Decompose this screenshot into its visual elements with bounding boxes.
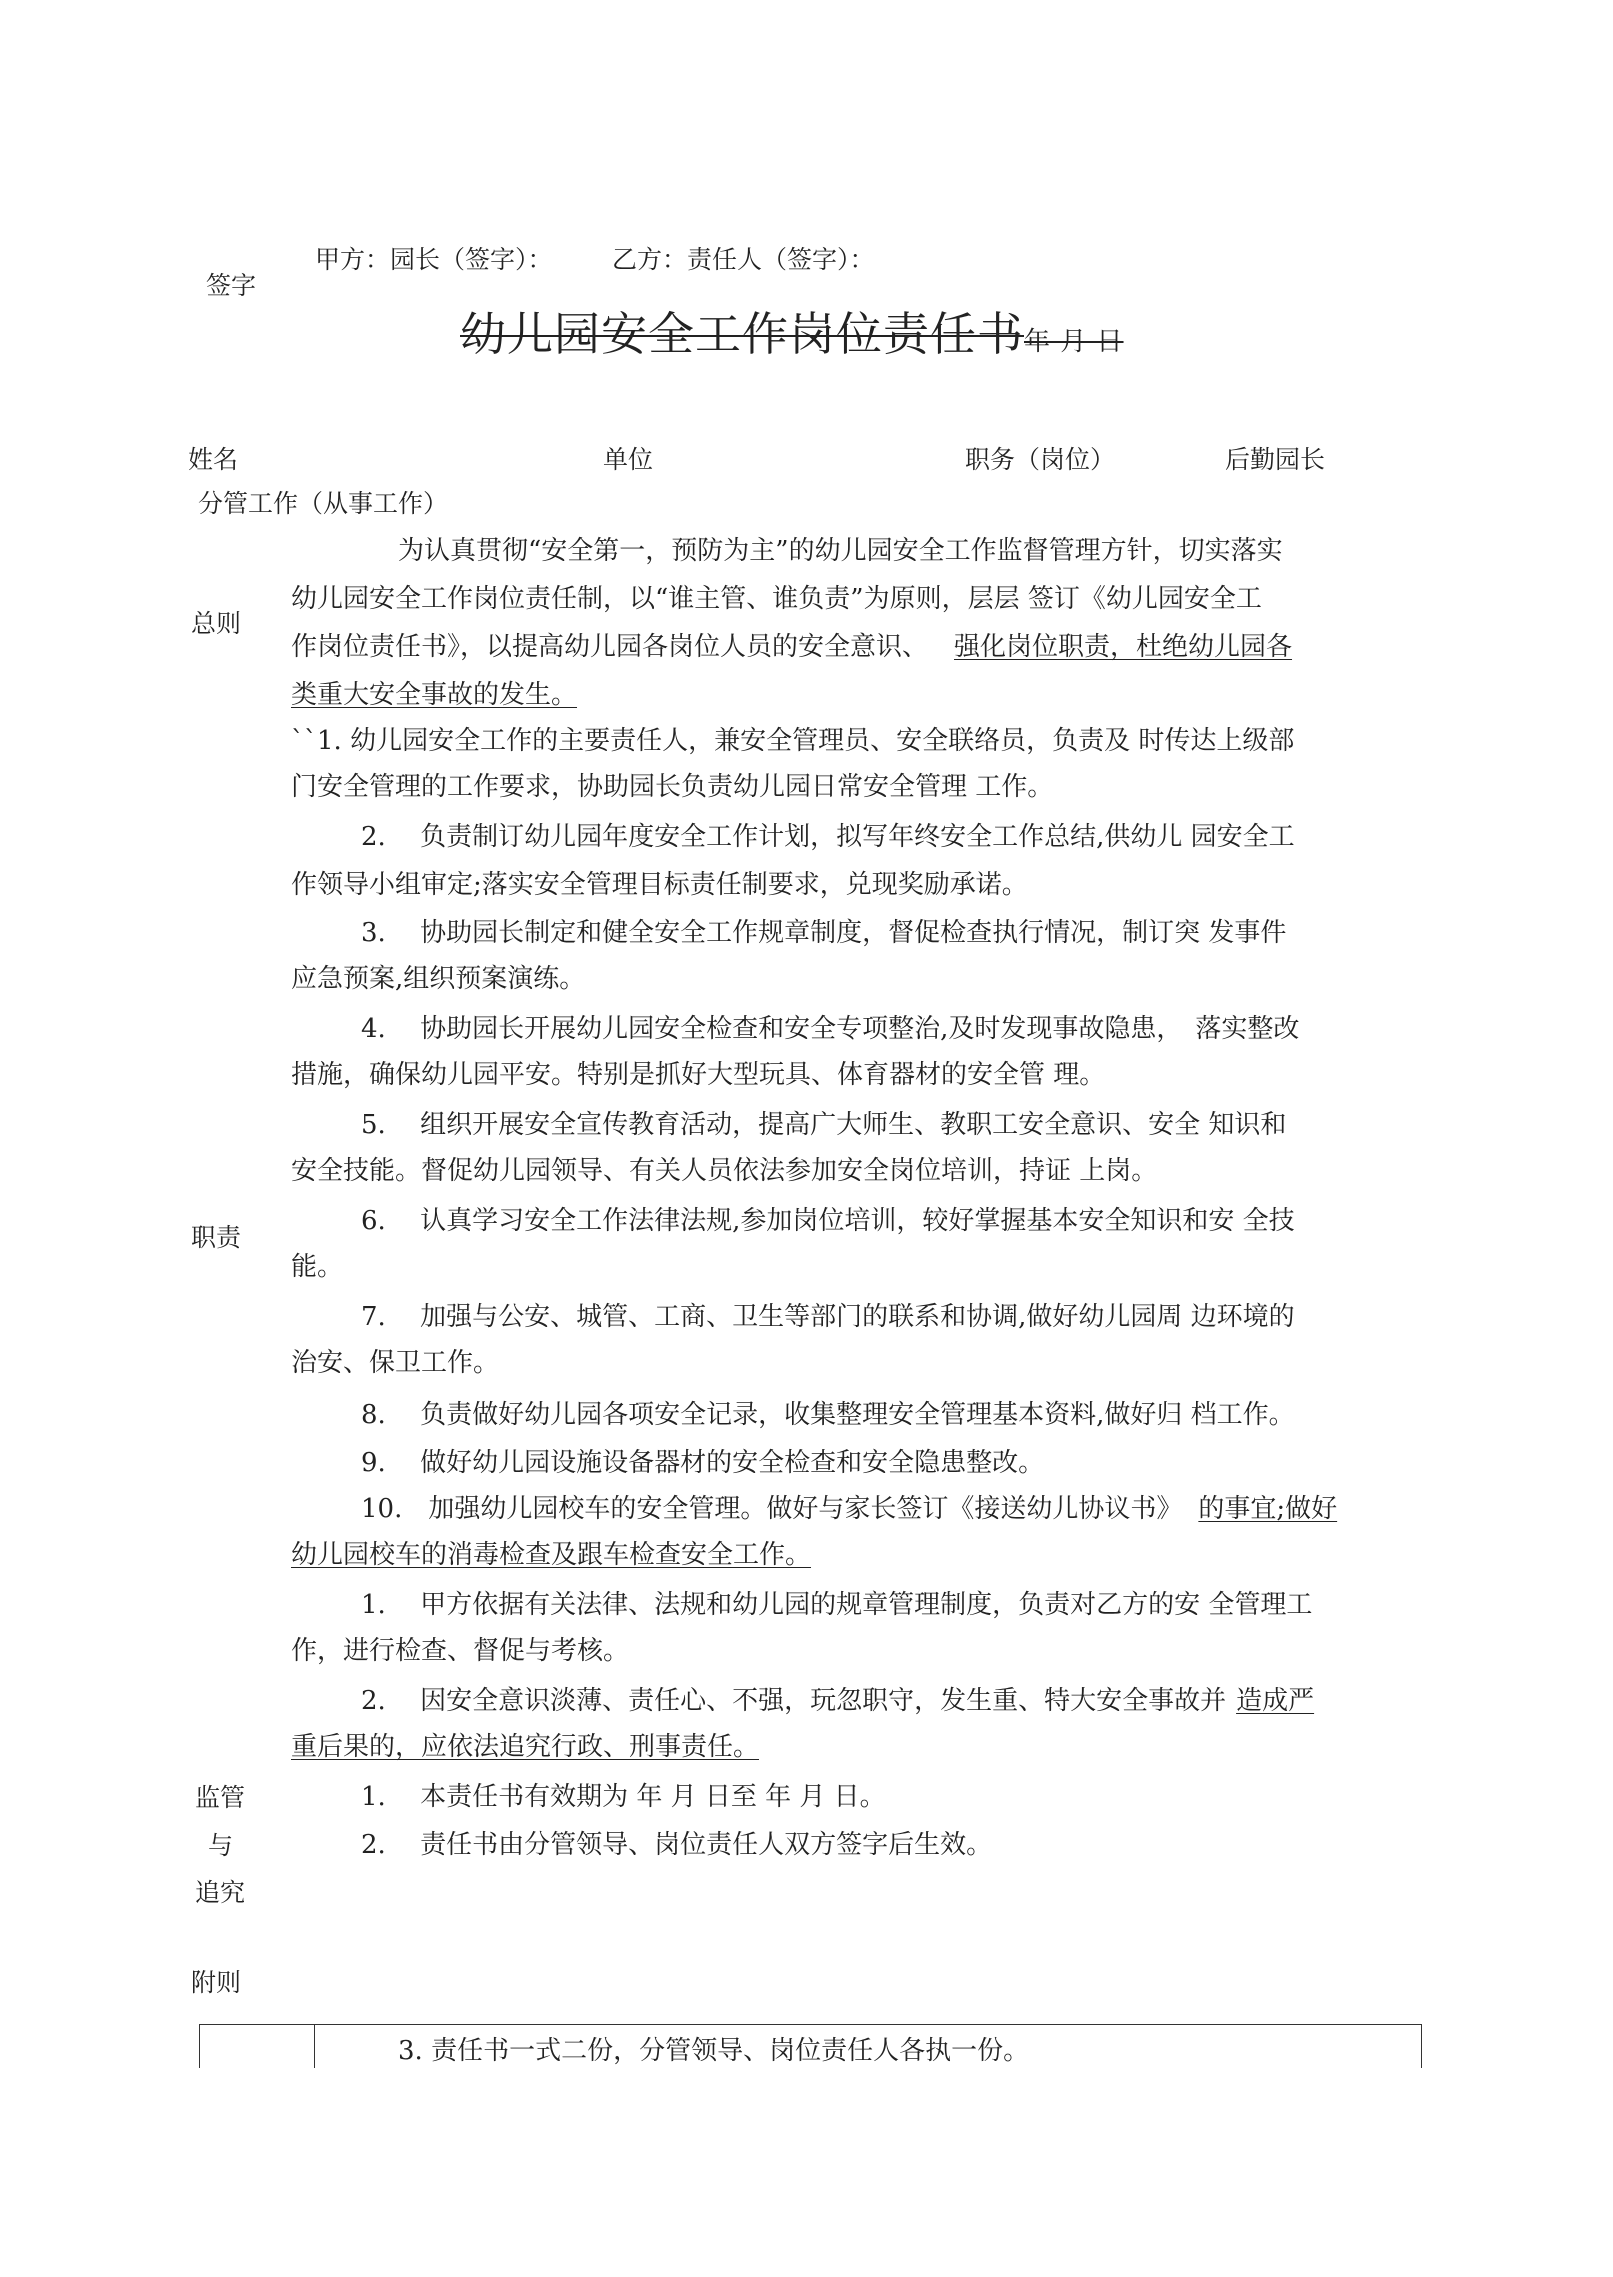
sign-label: 签字 bbox=[206, 271, 257, 300]
duty-2-line-1: 2. 负责制订幼儿园年度安全工作计划，拟写年终安全工作总结,供幼儿 园安全工 bbox=[361, 822, 1295, 852]
supervision-2-line-1 bbox=[361, 1680, 1314, 1717]
duty-7-line-1: 7. 加强与公安、城管、工商、卫生等部门的联系和协调,做好幼儿园周 边环境的 bbox=[361, 1302, 1295, 1332]
general-line-1: 为认真贯彻“安全第一，预防为主”的幼儿园安全工作监督管理方针，切实落实 bbox=[398, 536, 1283, 566]
section-label-supervise-1: 监管 bbox=[195, 1783, 246, 1812]
section-label-general: 总则 bbox=[191, 609, 242, 638]
duty-6-line-2: 能。 bbox=[291, 1252, 344, 1282]
duty-7-line-2: 治安、保卫工作。 bbox=[291, 1348, 500, 1378]
managed-work-label: 分管工作（从事工作） bbox=[198, 489, 449, 518]
appendix-item-3: 3. 责任书一式二份，分管领导、岗位责任人各执一份。 bbox=[398, 2036, 1030, 2066]
supervision-1-line-1: 1. 甲方依据有关法律、法规和幼儿园的规章管理制度，负责对乙方的安 全管理工 bbox=[361, 1590, 1313, 1620]
general-line-2: 幼儿园安全工作岗位责任制，以“谁主管、谁负责”为原则，层层 签订《幼儿园安全工 bbox=[291, 584, 1262, 614]
duty-4-line-1: 4. 协助园长开展幼儿园安全检查和安全专项整治,及时发现事故隐患， 落实整改 bbox=[361, 1014, 1300, 1044]
duty-10-line-1-plain: 10. 加强幼儿园校车的安全管理。做好与家长签订《接送幼儿协议书》 bbox=[361, 1494, 1183, 1524]
document-title bbox=[460, 298, 1124, 364]
section-label-supervise-3: 追究 bbox=[195, 1878, 246, 1907]
general-line-4: 类重大安全事故的发生。 bbox=[291, 680, 578, 710]
general-line-3 bbox=[291, 626, 1292, 663]
unit-label: 单位 bbox=[603, 445, 654, 474]
supervision-1-line-2: 作，进行检查、督促与考核。 bbox=[291, 1636, 630, 1666]
position-label: 职务（岗位） bbox=[965, 445, 1116, 474]
duty-2-line-2: 作领导小组审定;落实安全管理目标责任制要求，兑现奖励承诺。 bbox=[291, 870, 1028, 900]
duty-9-line-1: 9. 做好幼儿园设施设备器材的安全检查和安全隐患整改。 bbox=[361, 1448, 1045, 1478]
party-b-signature: 乙方：责任人（签字）： bbox=[612, 245, 875, 274]
supervision-2-line-1-underlined: 造成严 bbox=[1236, 1686, 1315, 1716]
section-label-supervise-2: 与 bbox=[208, 1831, 234, 1860]
name-label: 姓名 bbox=[188, 445, 239, 474]
section-label-duties: 职责 bbox=[191, 1223, 242, 1252]
duty-1-line-2: 门安全管理的工作要求，协助园长负责幼儿园日常安全管理 工作。 bbox=[291, 772, 1054, 802]
general-line-3-plain: 作岗位责任书》，以提高幼儿园各岗位人员的安全意识、 bbox=[291, 632, 929, 662]
position-value: 后勤园长 bbox=[1225, 445, 1326, 474]
section-label-appendix: 附则 bbox=[191, 1968, 242, 1997]
title-date: 年 月 日 bbox=[1024, 327, 1124, 357]
duty-5-line-1: 5. 组织开展安全宣传教育活动，提高广大师生、教职工安全意识、安全 知识和 bbox=[361, 1110, 1287, 1140]
duty-4-line-2: 措施，确保幼儿园平安。特别是抓好大型玩具、体育器材的安全管 理。 bbox=[291, 1060, 1106, 1090]
appendix-item-2: 2. 责任书由分管领导、岗位责任人双方签字后生效。 bbox=[361, 1830, 993, 1860]
appendix-item-1: 1. 本责任书有效期为 年 月 日至 年 月 日。 bbox=[361, 1782, 886, 1812]
duty-10-line-1 bbox=[361, 1488, 1337, 1525]
supervision-2-line-1-plain: 2. 因安全意识淡薄、责任心、不强，玩忽职守，发生重、特大安全事故并 bbox=[361, 1686, 1227, 1716]
duty-8-line-1: 8. 负责做好幼儿园各项安全记录，收集整理安全管理基本资料,做好归 档工作。 bbox=[361, 1400, 1295, 1430]
duty-6-line-1: 6. 认真学习安全工作法律法规,参加岗位培训，较好掌握基本安全知识和安 全技 bbox=[361, 1206, 1295, 1236]
duty-1-line-1: ``1. 幼儿园安全工作的主要责任人，兼安全管理员、安全联络员，负责及 时传达上级部 bbox=[291, 726, 1295, 756]
duty-10-line-1-underlined: 的事宜;做好 bbox=[1198, 1494, 1338, 1524]
supervision-2-line-2: 重后果的，应依法追究行政、刑事责任。 bbox=[291, 1732, 760, 1762]
duty-10-line-2: 幼儿园校车的消毒检查及跟车检查安全工作。 bbox=[291, 1540, 812, 1570]
duty-3-line-2: 应急预案,组织预案演练。 bbox=[291, 964, 586, 994]
title-main: 幼儿园安全工作岗位责任书 bbox=[460, 307, 1024, 361]
general-line-3-underlined: 强化岗位职责，杜绝幼儿园各 bbox=[954, 632, 1293, 662]
party-a-signature: 甲方：园长（签字）： bbox=[315, 245, 553, 274]
duty-3-line-1: 3. 协助园长制定和健全安全工作规章制度，督促检查执行情况，制订突 发事件 bbox=[361, 918, 1287, 948]
duty-5-line-2: 安全技能。督促幼儿园领导、有关人员依法参加安全岗位培训，持证 上岗。 bbox=[291, 1156, 1158, 1186]
table-divider bbox=[314, 2025, 315, 2068]
